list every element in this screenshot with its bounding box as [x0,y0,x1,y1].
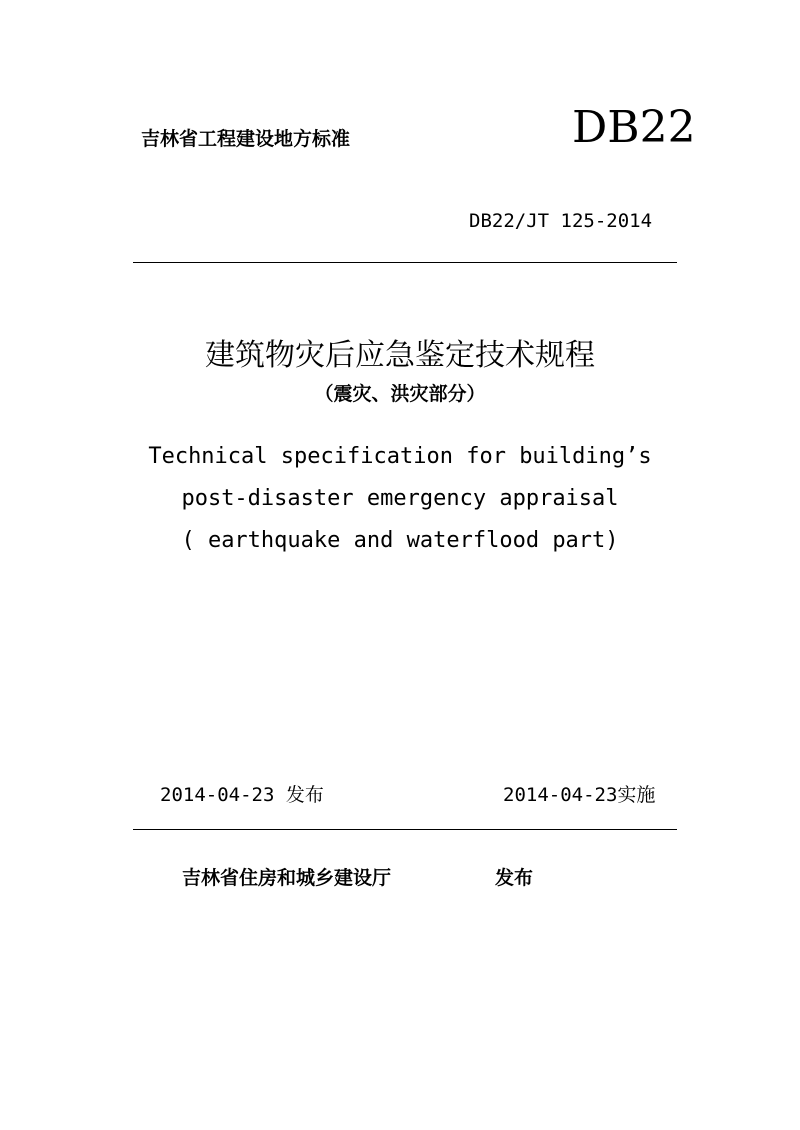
bottom-divider [133,829,677,830]
standard-series-label: 吉林省工程建设地方标准 [141,128,351,150]
document-title-english-line-1: Technical specification for building’s [148,444,652,469]
implementation-date: 2014-04-23实施 [503,784,656,806]
document-title-chinese: 建筑物灾后应急鉴定技术规程 [205,338,595,373]
document-title-english-line-2: post-disaster emergency appraisal [181,486,619,511]
standard-number: DB22/JT 125-2014 [469,210,653,232]
document-subtitle-chinese: （震灾、洪灾部分） [314,383,486,405]
standard-code-large: DB22 [572,102,696,153]
publisher-name: 吉林省住房和城乡建设厅 [182,867,392,889]
issue-date: 2014-04-23 发布 [160,784,324,806]
document-title-english-line-3: ( earthquake and waterflood part) [181,528,619,553]
publisher-action: 发布 [495,867,534,889]
top-divider [133,262,677,263]
